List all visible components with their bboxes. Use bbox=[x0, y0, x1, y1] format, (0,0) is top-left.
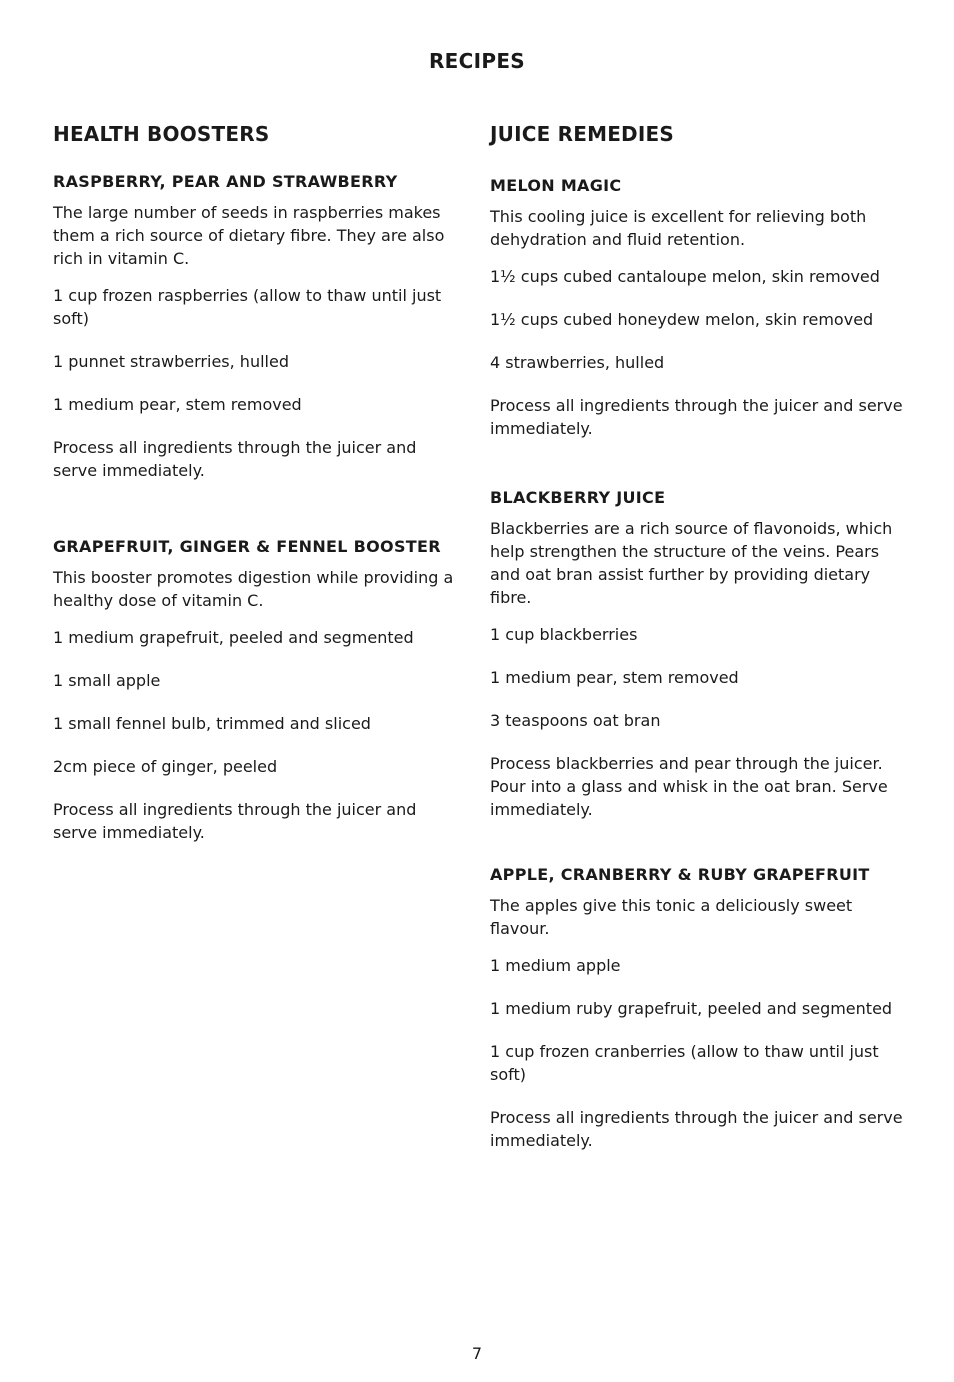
recipe-intro: The large number of seeds in raspberries makes them a rich source of dietary fibre. They are also rich in vitamin C. bbox=[53, 203, 445, 268]
recipe-blackberry-juice bbox=[490, 488, 905, 821]
recipe-title: APPLE, CRANBERRY & RUBY GRAPEFRUIT bbox=[490, 865, 870, 884]
section-heading-juice-remedies: JUICE REMEDIES bbox=[490, 122, 674, 146]
ingredient: 1½ cups cubed cantaloupe melon, skin removed bbox=[490, 267, 880, 286]
ingredient: 4 strawberries, hulled bbox=[490, 353, 665, 372]
recipe-melon-magic bbox=[490, 176, 905, 440]
recipe-title: BLACKBERRY JUICE bbox=[490, 488, 666, 507]
page-title: RECIPES bbox=[428, 49, 525, 73]
ingredient: 1 cup blackberries bbox=[490, 625, 638, 644]
recipe-raspberry-pear-strawberry bbox=[53, 172, 463, 482]
health-boosters-column bbox=[53, 121, 463, 864]
section-heading-health-boosters: HEALTH BOOSTERS bbox=[53, 122, 270, 146]
ingredient: 1 small fennel bulb, trimmed and sliced bbox=[53, 714, 371, 733]
recipe-method: Process blackberries and pear through the juicer. Pour into a glass and whisk in the oat bran. Serve immediately. bbox=[490, 754, 888, 819]
ingredient: 1 medium ruby grapefruit, peeled and segmented bbox=[490, 999, 893, 1018]
recipe-method: Process all ingredients through the juicer and serve immediately. bbox=[53, 800, 417, 842]
ingredient: 1 medium pear, stem removed bbox=[53, 395, 302, 414]
recipe-intro: The apples give this tonic a deliciously sweet flavour. bbox=[490, 896, 853, 938]
ingredient: 1 medium grapefruit, peeled and segmented bbox=[53, 628, 414, 647]
recipe-grapefruit-ginger-fennel bbox=[53, 537, 463, 844]
ingredient: 1 medium apple bbox=[490, 956, 621, 975]
recipe-method: Process all ingredients through the juicer and serve immediately. bbox=[490, 396, 903, 438]
ingredient: 1½ cups cubed honeydew melon, skin removed bbox=[490, 310, 874, 329]
ingredient: 1 punnet strawberries, hulled bbox=[53, 352, 289, 371]
ingredient: 1 cup frozen cranberries (allow to thaw until just soft) bbox=[490, 1042, 879, 1084]
ingredient: 2cm piece of ginger, peeled bbox=[53, 757, 278, 776]
recipe-apple-cranberry-ruby-grapefruit bbox=[490, 865, 905, 1152]
recipe-title: MELON MAGIC bbox=[490, 176, 622, 195]
ingredient: 1 small apple bbox=[53, 671, 161, 690]
page-number: 7 bbox=[471, 1344, 483, 1363]
recipe-intro: Blackberries are a rich source of flavonoids, which help strengthen the structure of the veins. Pears and oat bran assist further by providing dietary fibre. bbox=[490, 519, 893, 607]
recipe-intro: This booster promotes digestion while providing a healthy dose of vitamin C. bbox=[53, 568, 454, 610]
recipe-title: GRAPEFRUIT, GINGER & FENNEL BOOSTER bbox=[53, 537, 441, 556]
ingredient: 1 medium pear, stem removed bbox=[490, 668, 739, 687]
recipe-method: Process all ingredients through the juicer and serve immediately. bbox=[53, 438, 417, 480]
recipe-title: RASPBERRY, PEAR AND STRAWBERRY bbox=[53, 172, 398, 191]
juice-remedies-column bbox=[490, 121, 905, 1172]
ingredient: 3 teaspoons oat bran bbox=[490, 711, 661, 730]
recipe-intro: This cooling juice is excellent for relieving both dehydration and fluid retention. bbox=[490, 207, 867, 249]
recipe-method: Process all ingredients through the juicer and serve immediately. bbox=[490, 1108, 903, 1150]
ingredient: 1 cup frozen raspberries (allow to thaw until just soft) bbox=[53, 286, 442, 328]
